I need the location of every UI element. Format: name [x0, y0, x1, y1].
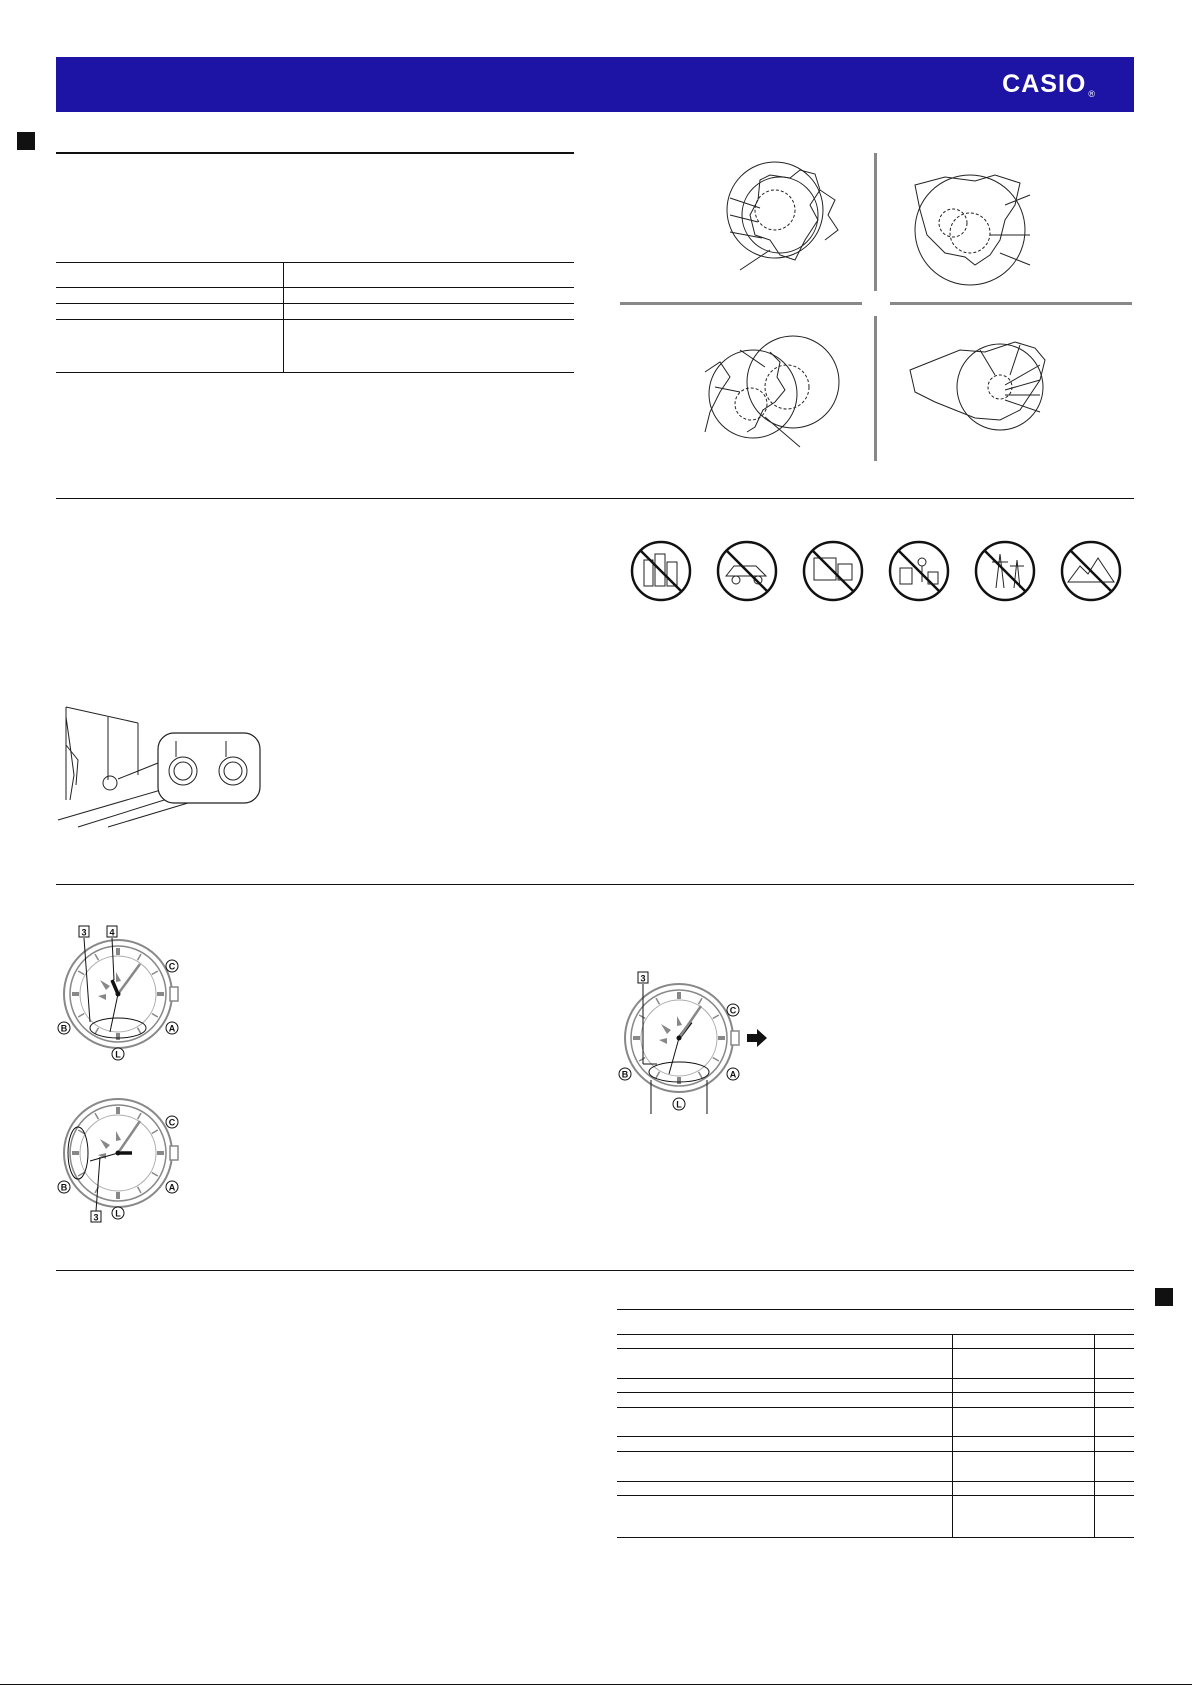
- table-rule: [617, 1378, 1134, 1379]
- map-divider-vertical-top: [874, 153, 877, 291]
- table-rule: [56, 287, 574, 288]
- watch-illustration-bottom-left: [56, 1095, 186, 1225]
- table-rule: [56, 372, 574, 373]
- second-hand: [110, 994, 118, 1032]
- table-rule: [617, 1334, 1134, 1335]
- crown: [170, 987, 178, 1001]
- table-rule: [617, 1309, 1134, 1310]
- marker-3: 3: [640, 973, 646, 984]
- crown: [170, 1146, 178, 1160]
- button-a: A: [168, 1182, 176, 1193]
- language-marker-bottom-right: [1155, 1288, 1173, 1306]
- europe-reception-map: [700, 160, 870, 280]
- hour-marker: [138, 1028, 142, 1034]
- no-mountains-icon: [1060, 540, 1122, 602]
- hour-marker: [152, 1173, 158, 1177]
- table-rule: [617, 1392, 1134, 1393]
- button-a: A: [729, 1069, 737, 1080]
- table-rule: [617, 1348, 1134, 1349]
- hour-marker: [78, 1014, 84, 1018]
- map-divider-vertical-bottom: [874, 316, 877, 461]
- window-placement-illustration: [58, 705, 263, 830]
- hour-marker: [95, 954, 99, 960]
- japan-reception-map: [705, 332, 870, 464]
- no-construction-icon: [888, 540, 950, 602]
- hour-marker: [656, 1072, 660, 1078]
- hour-marker: [152, 971, 158, 975]
- china-reception-map: [905, 330, 1085, 460]
- header-band: [56, 57, 1134, 112]
- minute-hand: [679, 1006, 701, 1038]
- hour-marker: [95, 1113, 99, 1119]
- button-c: C: [168, 1117, 176, 1128]
- hour-marker: [138, 1113, 142, 1119]
- no-vehicles-icon: [716, 540, 778, 602]
- button-b: B: [60, 1023, 68, 1034]
- marker-3: 3: [81, 927, 87, 938]
- table-rule: [56, 262, 574, 263]
- north-america-reception-map: [905, 165, 1080, 285]
- button-c: C: [168, 961, 176, 972]
- table-rule: [617, 1407, 1134, 1408]
- table-rule: [56, 319, 574, 320]
- minute-hand: [118, 964, 140, 994]
- hour-marker: [639, 1058, 645, 1062]
- hour-marker: [656, 998, 660, 1004]
- hour-marker: [138, 954, 142, 960]
- table-rule: [617, 1481, 1134, 1482]
- no-buildings-icon: [630, 540, 692, 602]
- section-rule: [56, 884, 1134, 885]
- table-rule: [617, 1537, 1134, 1538]
- brand-name: CASIO: [1002, 70, 1087, 98]
- marker-3: 3: [93, 1212, 99, 1223]
- minute-hand: [118, 1121, 140, 1153]
- section-rule: [56, 498, 1134, 499]
- button-c: C: [729, 1005, 737, 1016]
- hour-marker: [152, 1014, 158, 1018]
- table-rule: [617, 1495, 1134, 1496]
- button-l: L: [676, 1099, 682, 1110]
- table-rule: [617, 1451, 1134, 1452]
- section-rule: [56, 1270, 1134, 1271]
- table-column-divider: [1094, 1334, 1095, 1537]
- button-b: B: [60, 1182, 68, 1193]
- map-divider-horizontal-right: [890, 302, 1132, 305]
- casio-logo: [1002, 70, 1096, 99]
- button-l: L: [115, 1208, 121, 1219]
- button-a: A: [168, 1023, 176, 1034]
- map-divider-horizontal-left: [620, 302, 862, 305]
- table-column-divider: [952, 1334, 953, 1537]
- hour-marker: [138, 1187, 142, 1193]
- hour-marker: [699, 998, 703, 1004]
- no-power-lines-icon: [974, 540, 1036, 602]
- hour-marker: [152, 1130, 158, 1134]
- language-marker-top-left: [17, 132, 35, 150]
- table-column-divider: [283, 262, 284, 372]
- section-rule-top-left: [56, 152, 574, 154]
- marker-4: 4: [109, 927, 115, 938]
- pull-crown-arrow-icon: [747, 1029, 767, 1047]
- button-b: B: [621, 1069, 629, 1080]
- hour-marker: [713, 1058, 719, 1062]
- watch-illustration-top-left: [56, 922, 186, 1062]
- hour-marker: [78, 971, 84, 975]
- hour-marker: [699, 1072, 703, 1078]
- watch-illustration-right: [617, 972, 777, 1117]
- table-rule: [56, 303, 574, 304]
- table-rule: [617, 1436, 1134, 1437]
- registered-mark: ®: [1088, 89, 1096, 99]
- second-hand: [669, 1038, 679, 1074]
- hour-marker: [639, 1015, 645, 1019]
- no-appliances-icon: [802, 540, 864, 602]
- button-l: L: [115, 1049, 121, 1060]
- crown: [731, 1031, 739, 1045]
- hour-marker: [713, 1015, 719, 1019]
- hour-marker: [95, 1028, 99, 1034]
